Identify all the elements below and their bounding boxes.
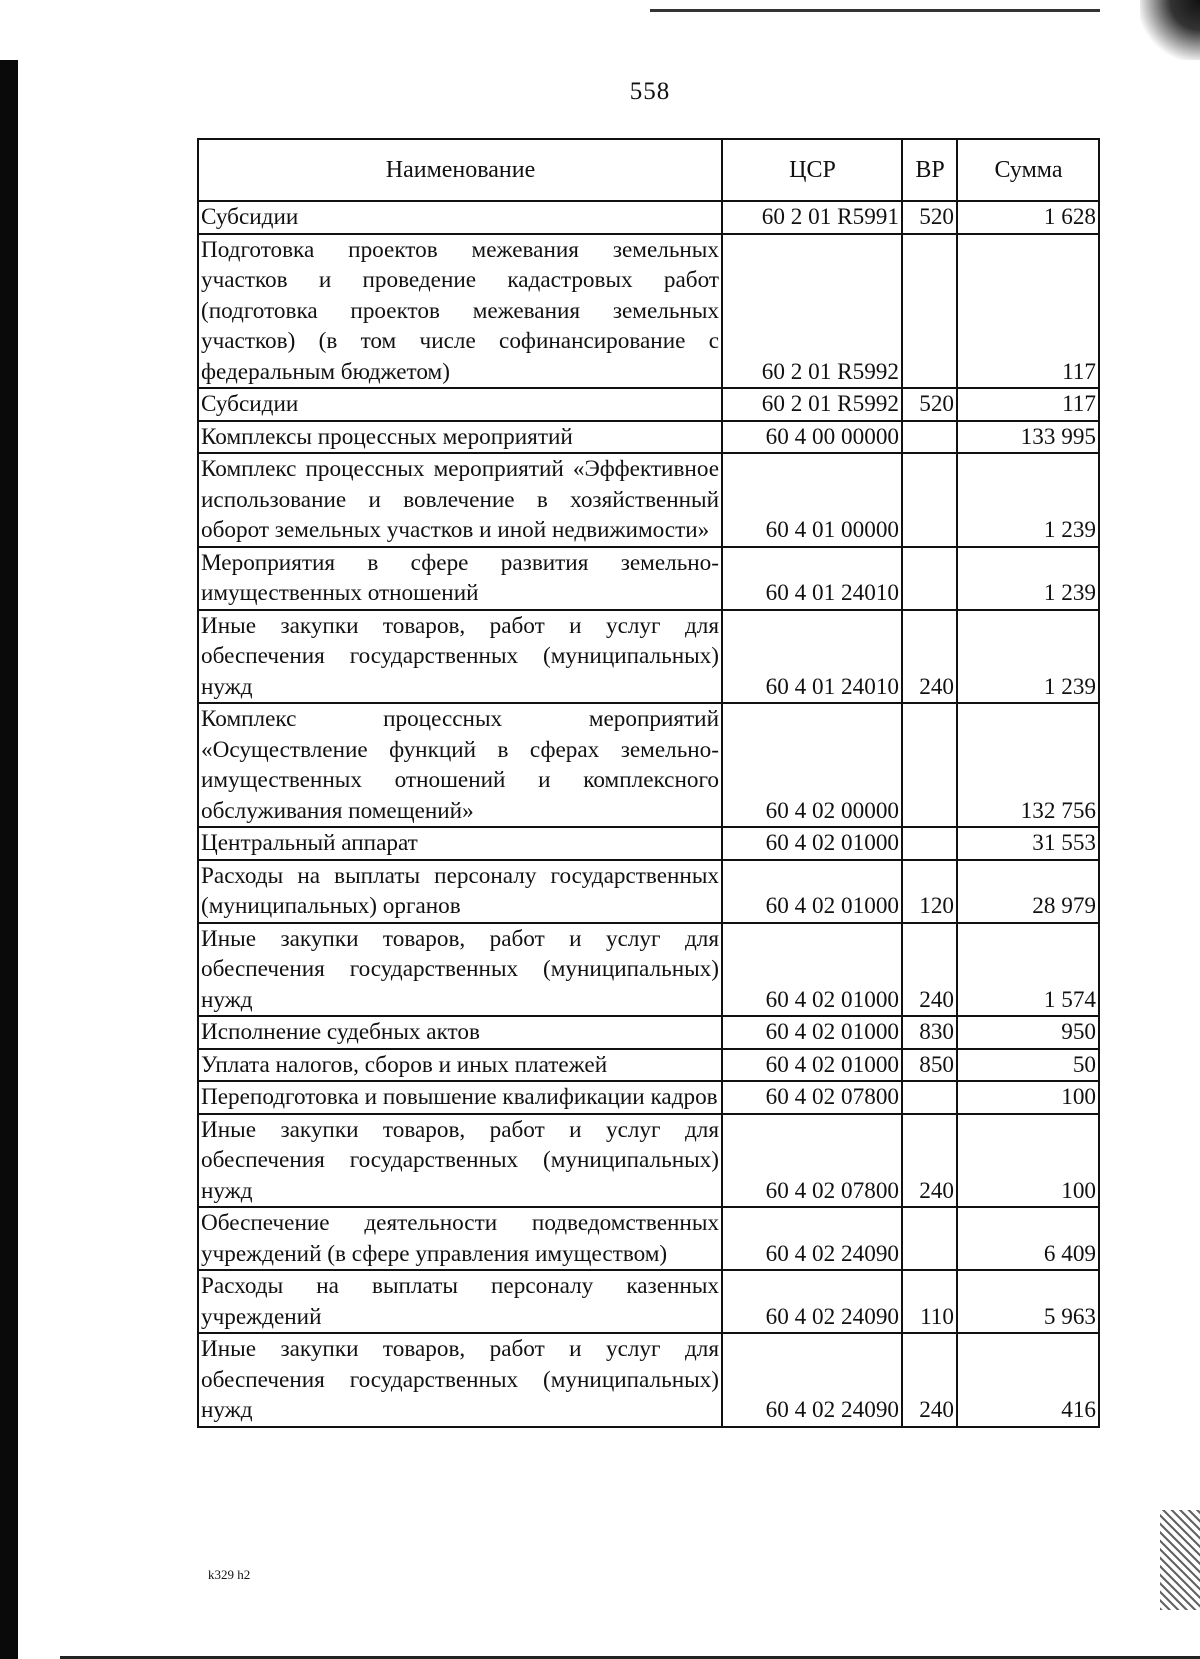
cell-name: Иные закупки товаров, работ и услуг для обеспечения государственных (муниципальных) нужд — [198, 610, 722, 704]
cell-name: Обеспечение деятельности подведомственных учреждений (в сфере управления имуществом) — [198, 1207, 722, 1270]
cell-name: Комплекс процессных мероприятий «Эффективное использование и вовлечение в хозяйственный оборот земельных участков и иной недвижимости» — [198, 453, 722, 547]
table-row — [198, 923, 1099, 1017]
cell-sum: 1 239 — [957, 547, 1099, 610]
cell-name: Мероприятия в сфере развития земельно-имущественных отношений — [198, 547, 722, 610]
cell-name: Центральный аппарат — [198, 827, 722, 860]
cell-vr — [902, 703, 957, 827]
cell-vr: 240 — [902, 1114, 957, 1208]
cell-vr — [902, 453, 957, 547]
cell-vr: 240 — [902, 923, 957, 1017]
cell-csr: 60 4 01 00000 — [722, 453, 902, 547]
cell-name: Иные закупки товаров, работ и услуг для обеспечения государственных (муниципальных) нужд — [198, 1114, 722, 1208]
cell-vr — [902, 421, 957, 454]
cell-vr — [902, 234, 957, 389]
cell-name: Переподготовка и повышение квалификации кадров — [198, 1081, 722, 1114]
table-body — [198, 201, 1099, 1427]
header-name: Наименование — [198, 139, 722, 201]
cell-csr: 60 2 01 R5992 — [722, 234, 902, 389]
cell-csr: 60 4 02 01000 — [722, 1049, 902, 1082]
cell-vr: 110 — [902, 1270, 957, 1333]
footer-code: k329 h2 — [208, 1567, 251, 1582]
cell-vr: 240 — [902, 1333, 957, 1427]
cell-vr: 240 — [902, 610, 957, 704]
table-row — [198, 201, 1099, 234]
cell-sum: 117 — [957, 234, 1099, 389]
table-row — [198, 234, 1099, 389]
cell-name: Комплексы процессных мероприятий — [198, 421, 722, 454]
cell-vr — [902, 1207, 957, 1270]
cell-csr: 60 4 02 24090 — [722, 1207, 902, 1270]
cell-csr: 60 2 01 R5991 — [722, 201, 902, 234]
cell-csr: 60 4 02 01000 — [722, 860, 902, 923]
cell-vr — [902, 547, 957, 610]
budget-table — [197, 138, 1100, 1428]
cell-csr: 60 4 01 24010 — [722, 547, 902, 610]
cell-csr: 60 4 02 07800 — [722, 1114, 902, 1208]
cell-sum: 28 979 — [957, 860, 1099, 923]
cell-sum: 100 — [957, 1081, 1099, 1114]
cell-name: Расходы на выплаты персоналу казенных учреждений — [198, 1270, 722, 1333]
cell-vr: 850 — [902, 1049, 957, 1082]
cell-csr: 60 4 02 07800 — [722, 1081, 902, 1114]
cell-sum: 100 — [957, 1114, 1099, 1208]
table-row — [198, 1049, 1099, 1082]
cell-vr — [902, 1081, 957, 1114]
table-row — [198, 827, 1099, 860]
header-vr: ВР — [902, 139, 957, 201]
cell-name: Комплекс процессных мероприятий «Осуществление функций в сферах земельно-имущественных отношений и комплексного обслуживания помещений» — [198, 703, 722, 827]
cell-name: Иные закупки товаров, работ и услуг для обеспечения государственных (муниципальных) нужд — [198, 923, 722, 1017]
table-row — [198, 547, 1099, 610]
header-csr: ЦСР — [722, 139, 902, 201]
cell-sum: 1 239 — [957, 610, 1099, 704]
cell-sum: 31 553 — [957, 827, 1099, 860]
cell-sum: 117 — [957, 388, 1099, 421]
scan-top-line — [650, 9, 1100, 12]
cell-name: Субсидии — [198, 201, 722, 234]
page-number: 558 — [629, 78, 671, 105]
cell-sum: 1 574 — [957, 923, 1099, 1017]
cell-csr: 60 4 02 01000 — [722, 1016, 902, 1049]
scan-edge-left — [0, 60, 18, 1659]
cell-sum: 5 963 — [957, 1270, 1099, 1333]
cell-sum: 1 239 — [957, 453, 1099, 547]
cell-csr: 60 4 02 01000 — [722, 923, 902, 1017]
scan-speckle-artifact — [1160, 1510, 1200, 1610]
table-row — [198, 1270, 1099, 1333]
cell-sum: 50 — [957, 1049, 1099, 1082]
scan-corner-artifact — [1140, 0, 1200, 60]
table-row — [198, 421, 1099, 454]
cell-csr: 60 4 01 24010 — [722, 610, 902, 704]
cell-csr: 60 4 02 01000 — [722, 827, 902, 860]
cell-sum: 950 — [957, 1016, 1099, 1049]
table-row — [198, 610, 1099, 704]
cell-vr — [902, 827, 957, 860]
cell-name: Иные закупки товаров, работ и услуг для обеспечения государственных (муниципальных) нужд — [198, 1333, 722, 1427]
table-row — [198, 860, 1099, 923]
cell-name: Уплата налогов, сборов и иных платежей — [198, 1049, 722, 1082]
cell-csr: 60 4 02 24090 — [722, 1333, 902, 1427]
table-row — [198, 703, 1099, 827]
table-row — [198, 1333, 1099, 1427]
cell-sum: 133 995 — [957, 421, 1099, 454]
table-row — [198, 1081, 1099, 1114]
table-row — [198, 453, 1099, 547]
cell-name: Субсидии — [198, 388, 722, 421]
cell-name: Исполнение судебных актов — [198, 1016, 722, 1049]
table-row — [198, 1207, 1099, 1270]
cell-sum: 416 — [957, 1333, 1099, 1427]
header-sum: Сумма — [957, 139, 1099, 201]
cell-vr: 520 — [902, 201, 957, 234]
cell-vr: 120 — [902, 860, 957, 923]
table-header-row — [198, 139, 1099, 201]
table-row — [198, 1114, 1099, 1208]
cell-csr: 60 4 02 24090 — [722, 1270, 902, 1333]
cell-name: Подготовка проектов межевания земельных участков и проведение кадастровых работ (подготовка проектов межевания земельных участков) (в том числе софинансирование с федеральным бюджетом) — [198, 234, 722, 389]
cell-csr: 60 4 02 00000 — [722, 703, 902, 827]
cell-csr: 60 4 00 00000 — [722, 421, 902, 454]
cell-vr: 520 — [902, 388, 957, 421]
table-row — [198, 1016, 1099, 1049]
table-row — [198, 388, 1099, 421]
cell-sum: 132 756 — [957, 703, 1099, 827]
cell-name: Расходы на выплаты персоналу государственных (муниципальных) органов — [198, 860, 722, 923]
cell-vr: 830 — [902, 1016, 957, 1049]
cell-sum: 6 409 — [957, 1207, 1099, 1270]
cell-sum: 1 628 — [957, 201, 1099, 234]
cell-csr: 60 2 01 R5992 — [722, 388, 902, 421]
